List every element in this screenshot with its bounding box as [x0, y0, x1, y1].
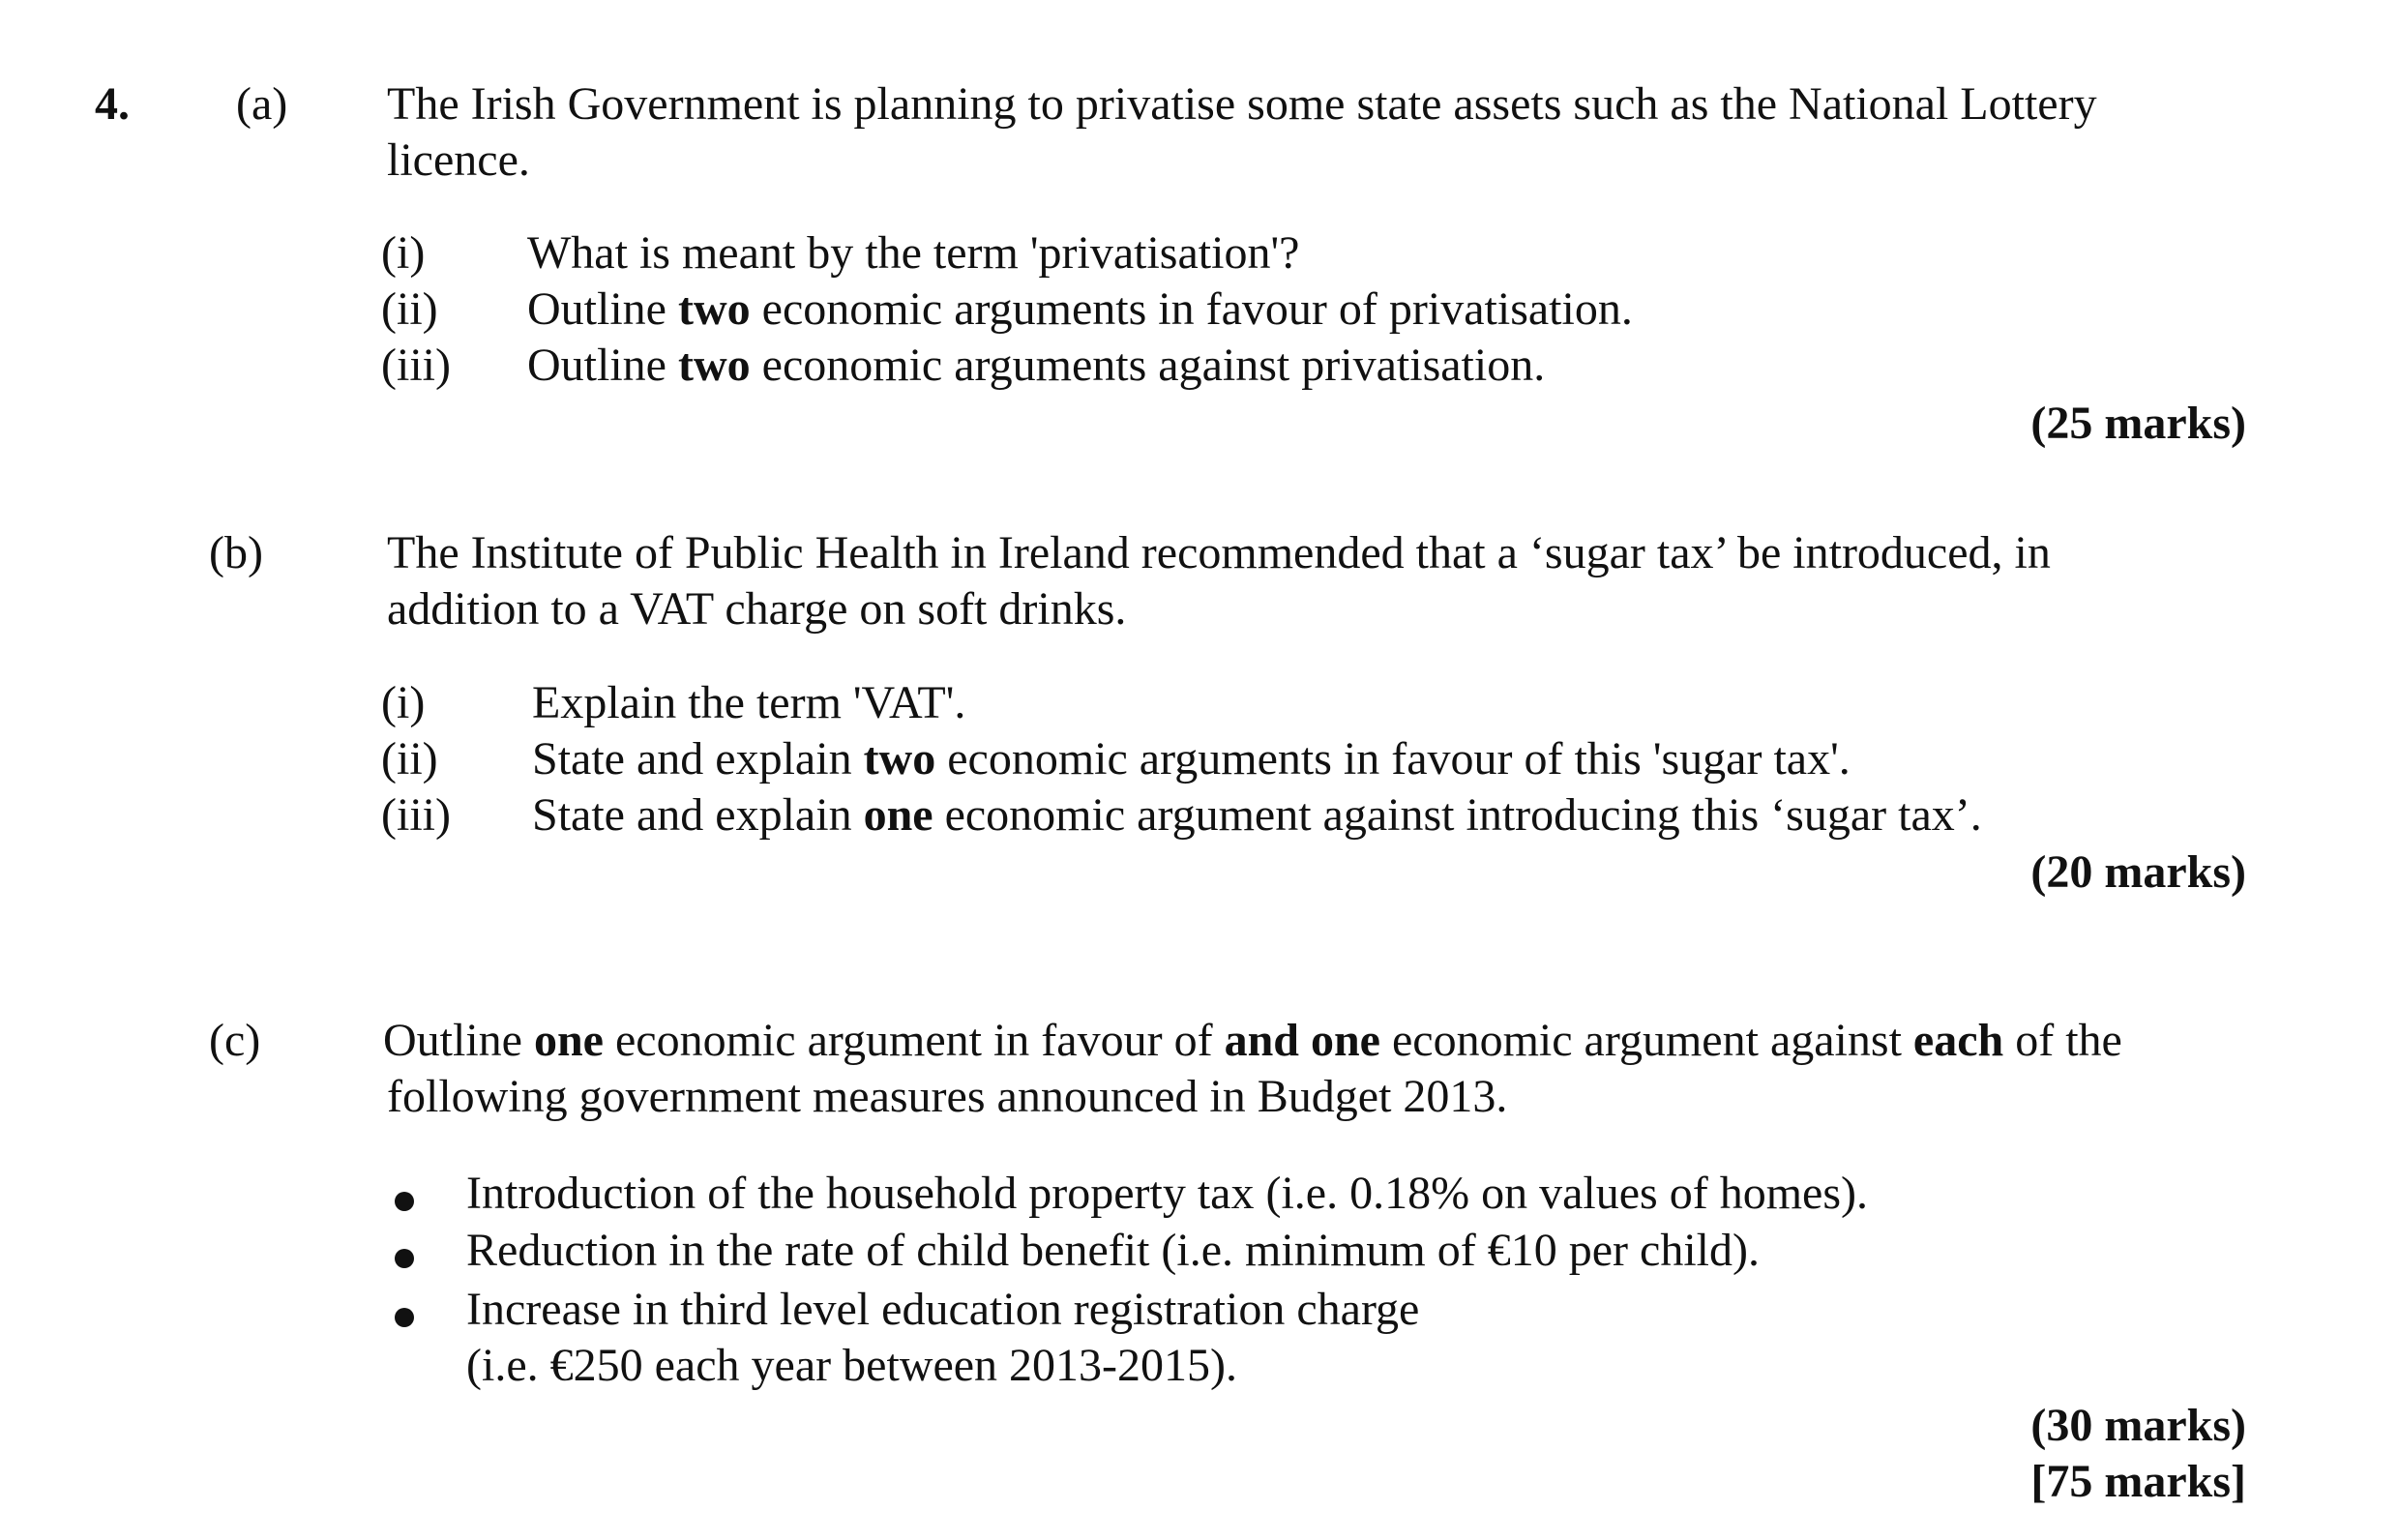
- part-c-bullet-2-text: Reduction in the rate of child benefit (i.e. minimum of €10 per child).: [466, 1225, 1760, 1276]
- part-c-stem-line-1: Outline one economic argument in favour of and one economic argument against each of the: [383, 1015, 2122, 1066]
- part-b-item-2-number: (ii): [381, 733, 438, 785]
- part-b-stem-line-2: addition to a VAT charge on soft drinks.: [387, 583, 1127, 635]
- part-b-item-1-number: (i): [381, 677, 426, 728]
- part-a-marks: (25 marks): [2030, 398, 2246, 449]
- part-c-marks: (30 marks): [2030, 1400, 2246, 1451]
- bullet-icon: [395, 1308, 414, 1327]
- part-a-stem-line-2: licence.: [387, 134, 530, 186]
- part-c-stem-line-2: following government measures announced in Budget 2013.: [387, 1071, 1508, 1122]
- part-a-item-3-text: Outline two economic arguments against privatisation.: [527, 340, 1546, 391]
- part-a-label: (a): [236, 78, 288, 130]
- part-b-stem-line-1: The Institute of Public Health in Ireland recommended that a ‘sugar tax’ be introduced, in: [387, 527, 2051, 578]
- part-a-stem-line-1: The Irish Government is planning to privatise some state assets such as the National Lottery: [387, 78, 2097, 130]
- bullet-icon: [395, 1192, 414, 1211]
- part-a-item-1-number: (i): [381, 227, 426, 279]
- part-b-item-3-text: State and explain one economic argument against introducing this ‘sugar tax’.: [532, 789, 1982, 841]
- part-c-label: (c): [209, 1015, 261, 1066]
- part-c-bullet-3-text-line-2: (i.e. €250 each year between 2013-2015).: [466, 1340, 1238, 1391]
- part-a-item-3-number: (iii): [381, 340, 451, 391]
- bullet-icon: [395, 1249, 414, 1268]
- question-number: 4.: [95, 78, 130, 130]
- part-a-item-2-text: Outline two economic arguments in favour of privatisation.: [527, 283, 1633, 335]
- part-a-item-1-text: What is meant by the term 'privatisation'?: [527, 227, 1300, 279]
- part-b-label: (b): [209, 527, 263, 578]
- part-b-item-3-number: (iii): [381, 789, 451, 841]
- part-b-item-2-text: State and explain two economic arguments in favour of this 'sugar tax'.: [532, 733, 1851, 785]
- part-b-marks: (20 marks): [2030, 846, 2246, 898]
- part-c-bullet-1-text: Introduction of the household property tax (i.e. 0.18% on values of homes).: [466, 1168, 1868, 1219]
- part-b-item-1-text: Explain the term 'VAT'.: [532, 677, 966, 728]
- part-a-item-2-number: (ii): [381, 283, 438, 335]
- part-c-bullet-3-text-line-1: Increase in third level education registration charge: [466, 1284, 1420, 1335]
- total-marks: [75 marks]: [2030, 1456, 2246, 1507]
